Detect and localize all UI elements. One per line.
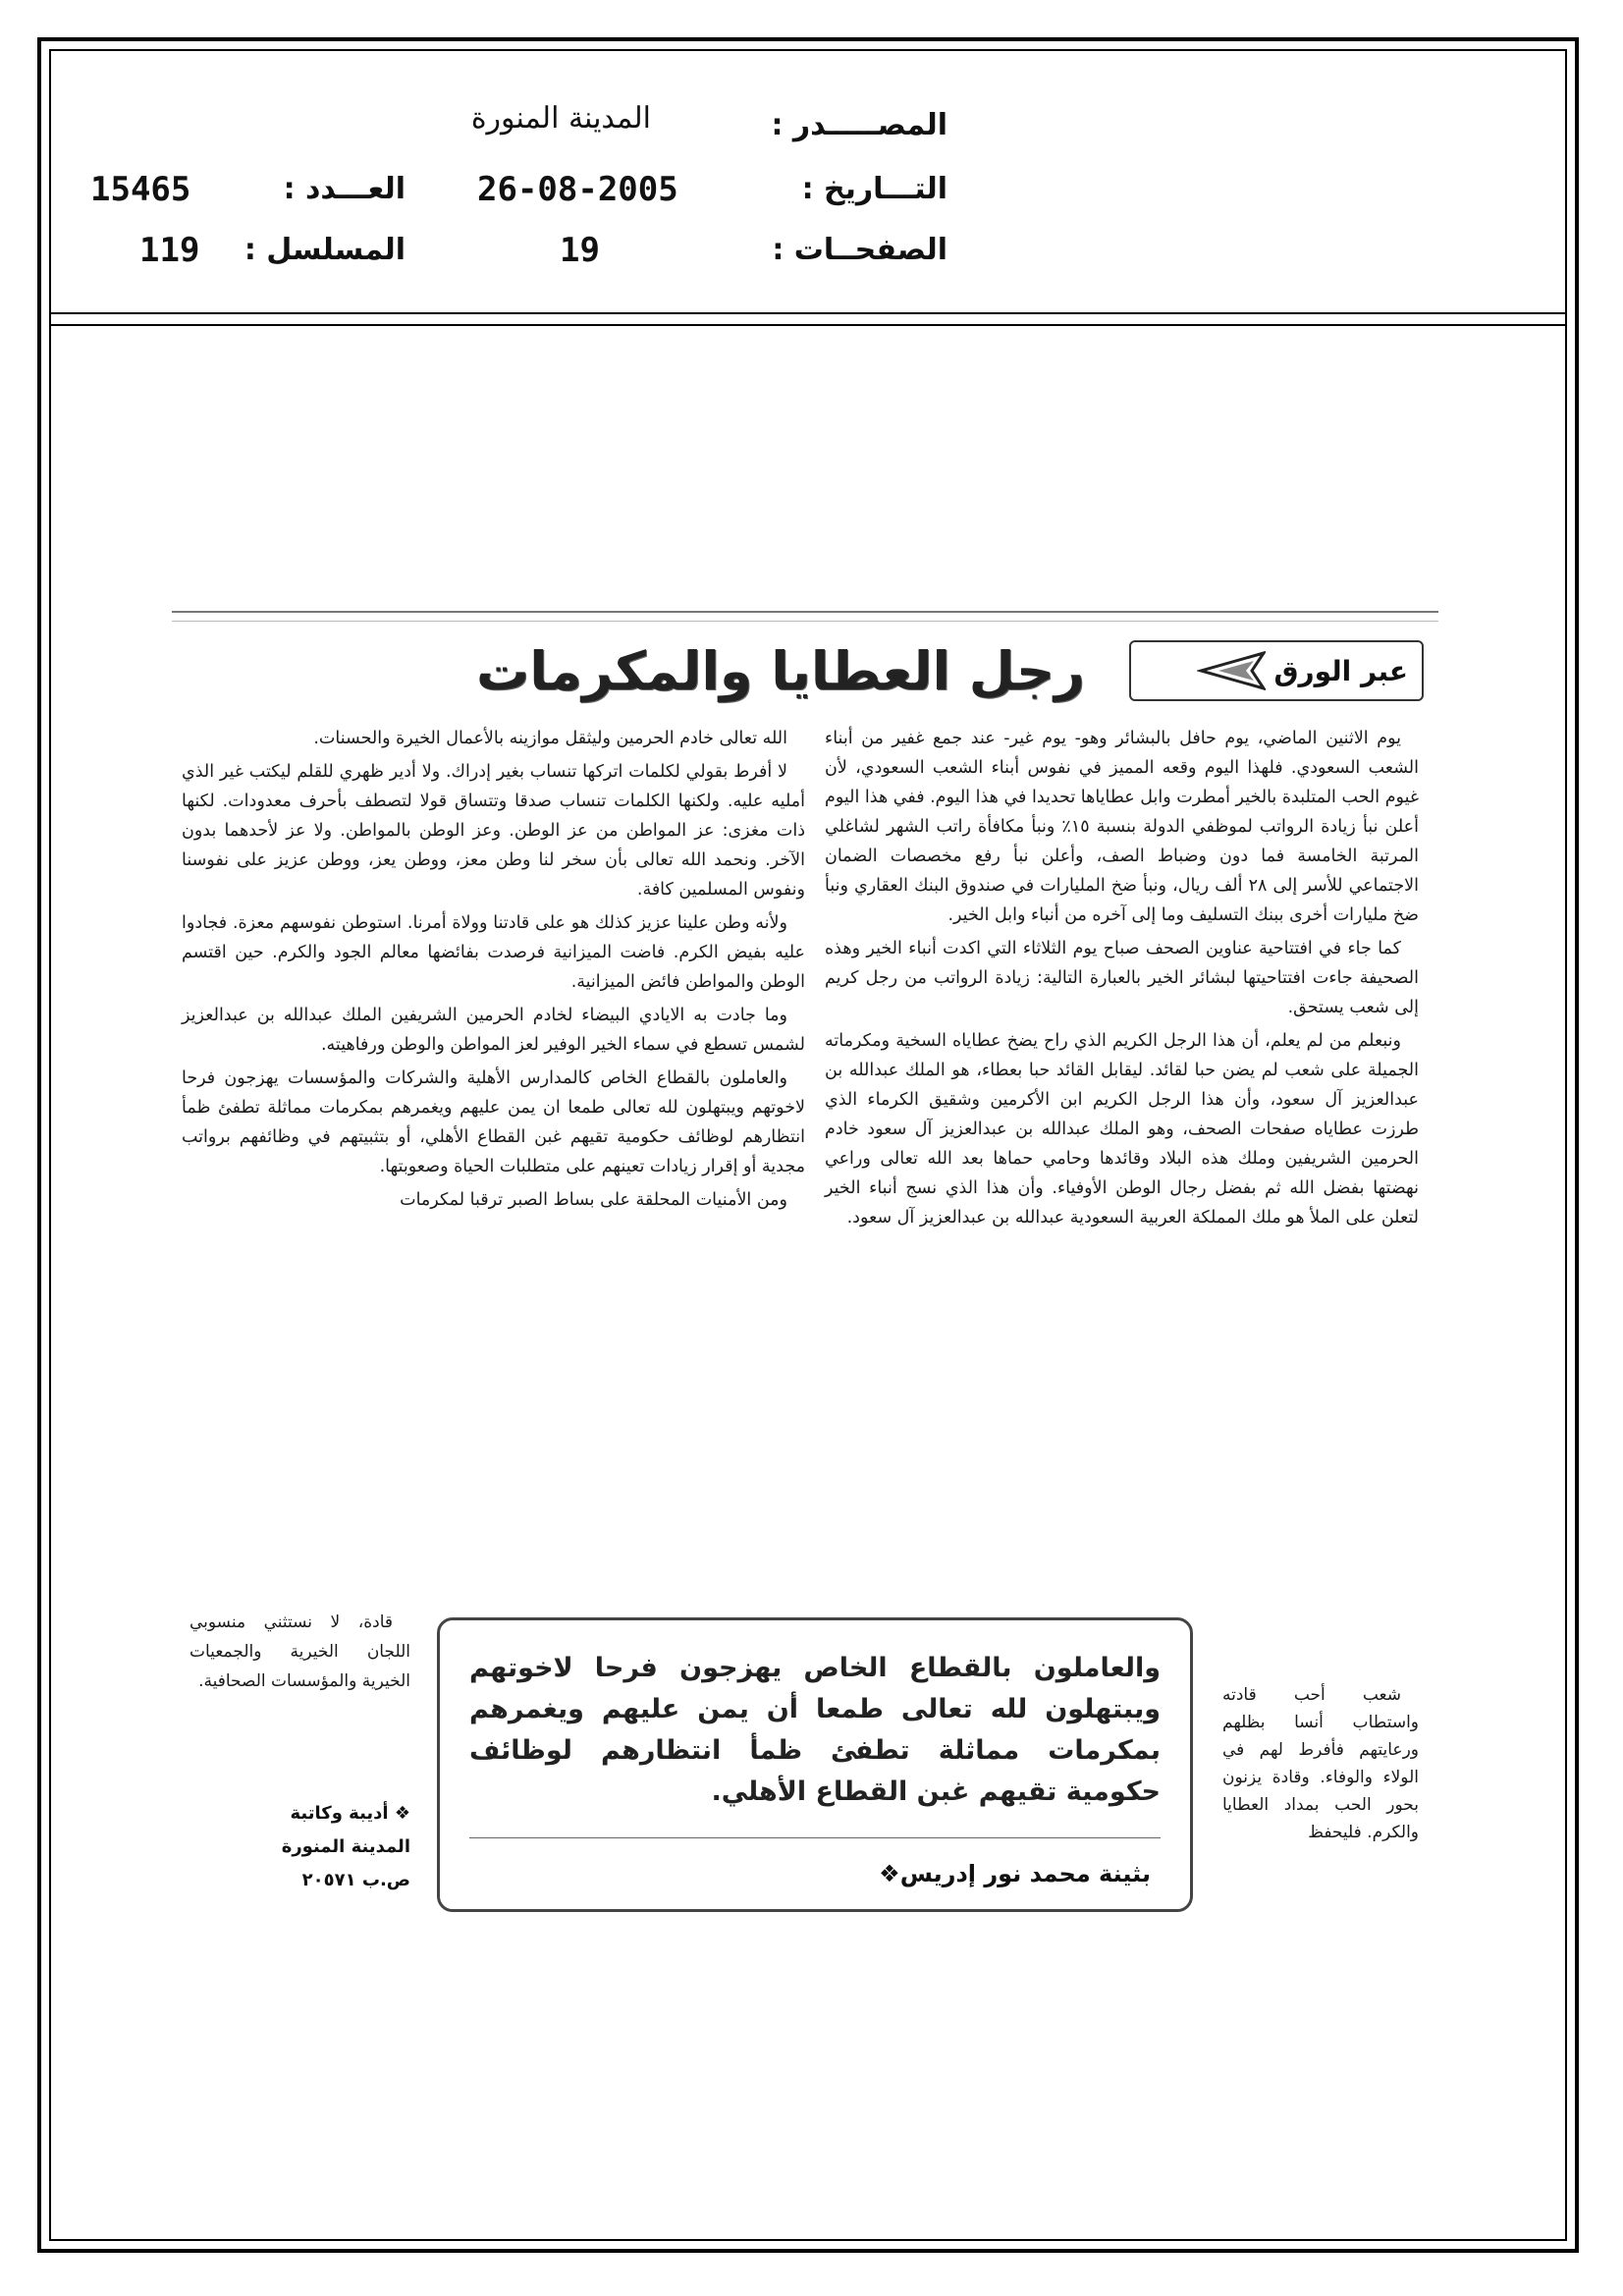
paragraph: والعاملون بالقطاع الخاص كالمدارس الأهلية والشركات والمؤسسات يهزجون فرحا لاخوتهم ويبتهلون لله تعالى طمعا ان يمن عليهم ويغمرهم بمكرمات مماثلة تطفئ ظمأ انتظارهم لوظائف حكومية تقيهم غبن القطاع الأهلي، أو بتثبيتهم في وظائفهم برواتب مجدية أو إقرار زيادات تعينهم على متطلبات الحياة وصعوبتها. [182,1068,805,1176]
paragraph: لا أفرط بقولي لكلمات اتركها تنساب بغير إدراك. ولا أدير ظهري للقلم ليكتب غير الذي أمليه عليه. ولكنها الكلمات تنساب صدقا وتتساق قولا لتصطف بأحرف معدودات. لكنها ذات مغزى: عز المواطن من عز الوطن. وعز الوطن بالمواطن. ولا عز لأحدهما بدون الآخر. ونحمد الله تعالى بأن سخر لنا وطن معز، ووطن يعز، ووطن عزيز على نفوسنا ونفوس المسلمين كافة. [182,762,805,900]
issue-label: العـــدد : [283,172,406,206]
paragraph: كما جاء في افتتاحية عناوين الصحف صباح يوم الثلاثاء التي اكدت أنباء الخير وهذه الصحيفة جاءت افتتاحيتها لبشائر الخير بالعبارة التالية: زيادة الرواتب من رجل كريم إلى شعب يستحق. [825,939,1419,1017]
paragraph: الله تعالى خادم الحرمين وليثقل موازينه بالأعمال الخيرة والحسنات. [313,729,787,748]
date-value: 26-08-2005 [477,170,678,209]
paragraph: ومن الأمنيات المحلقة على بساط الصبر ترقبا لمكرمات [400,1190,787,1210]
author-bio: ❖ أديبة وكاتبة [290,1803,410,1824]
author-info [189,1797,410,1897]
pull-quote-text: والعاملون بالقطاع الخاص يهزجون فرحا لاخوتهم ويبتهلون لله تعالى طمعا أن يمن عليهم ويغمرهم بمكرمات مماثلة تطفئ ظمأ انتظارهم لوظائف حكومية تقيهم غبن القطاع الأهلي. [469,1653,1161,1807]
paragraph: ولأنه وطن علينا عزيز كذلك هو على قادتنا وولاة أمرنا. استوطن نفوسهم معزة. فجادوا عليه بفيض الكرم. فاضت الميزانية فرصدت بفائضها معالم الجود والكرم. حين اقتسم الوطن والمواطن فائض الميزانية. [182,913,805,992]
section-tag [1129,640,1424,701]
source-value: المدينة المنورة [470,101,651,136]
paragraph: يوم الاثنين الماضي، يوم حافل بالبشائر وهو- يوم غير- عند جمع غفير من أبناء الشعب السعودي. فلهذا اليوم وقعه المميز في نفوس أبناء الشعب السعودي، لأن غيوم الحب المتلبدة بالخير أمطرت وابل عطاياها تحديدا في هذا اليوم. ففي هذا اليوم أعلن نبأ زيادة الرواتب لموظفي الدولة بنسبة ١٥٪ ونبأ مكافأة راتب الشهر لشاغلي المرتبة الخامسة فما دون وضباط الصف، وأعلن نبأ رفع مخصصات الضمان الاجتماعي للأسر إلى ٢٨ ألف ريال، ونبأ ضخ المليارات في صندوق البنك العقاري ونبأ ضخ مليارات أخرى ببنك التسليف وما إلى آخره من أنباء وابل الخير. [825,729,1420,925]
serial-label: المسلسل : [243,233,406,267]
article-right-narrow-column [1222,1681,1419,1850]
issue-value: 15465 [90,170,191,209]
article-headline: رجل العطايا والمكرمات [475,640,1085,702]
chevron-icon [1197,651,1266,690]
article-author: بثينة محمد نور إدريس❖ [879,1860,1151,1887]
paragraph: وما جادت به الايادي البيضاء لخادم الحرمين الشريفين الملك عبدالله بن عبدالعزيز لشمس تسطع في سماء الخير الوفير لعز المواطن والوطن ورفاهيته. [182,1006,805,1055]
header-separator-double [49,324,1567,326]
paragraph: شعب أحب قادته واستطاب أنسا بظلهم ورعايتهم فأفرط لهم في الولاء والوفاء. وقادة يزنون بحور الحب بمداد العطايا والكرم. فليحفظ [1222,1685,1419,1842]
newspaper-clipping [172,611,1438,1966]
author-city: المدينة المنورة [281,1836,410,1857]
source-label: المصـــــدر : [771,108,947,142]
article-right-column [825,724,1419,1236]
paragraph: قادة، لا نستثني منسوبي اللجان الخيرية والجمعيات الخيرية والمؤسسات الصحافية. [189,1613,410,1691]
article-left-column [182,724,805,1219]
author-pobox: ص.ب ٢٠٥٧١ [301,1870,410,1890]
date-label: التـــاريخ : [801,172,947,206]
pages-label: الصفحــات : [772,233,947,267]
pull-quote-box [437,1617,1193,1912]
section-tag-label: عبر الورق [1273,654,1408,687]
paragraph: ونبعلم من لم يعلم، أن هذا الرجل الكريم الذي راح يضخ عطاياه السخية ومكرماته الجميلة على شعب لم يضن حبا لقائد. ليقابل القائد حبا بعطاء، هو الملك عبدالله بن عبدالعزيز آل سعود، وأن هذا الرجل الكريم ابن الأكرمين وشقيق الكرماء الذي طرزت عطاياه صفحات الصحف، وهو الملك عبدالله بن عبدالعزيز آل سعود خادم الحرمين الشريفين وملك هذه البلاد وقائدها وحامي حماها بعد الله تعالى وراعي نهضتها بفضل الله ثم بفضل رجال الوطن الأوفياء. وأن هذا الذي نسج أنباء الخير لتعلن على الملأ هو ملك المملكة العربية السعودية عبدالله بن عبدالعزيز آل سعود. [825,1031,1419,1228]
pull-quote-rule [469,1837,1161,1838]
serial-value: 119 [139,231,200,270]
article-left-narrow-column [189,1608,410,1700]
clip-top-rule-thin [172,621,1438,622]
clip-top-rule [172,611,1438,613]
pages-value: 19 [560,231,600,270]
header-separator [49,312,1567,314]
